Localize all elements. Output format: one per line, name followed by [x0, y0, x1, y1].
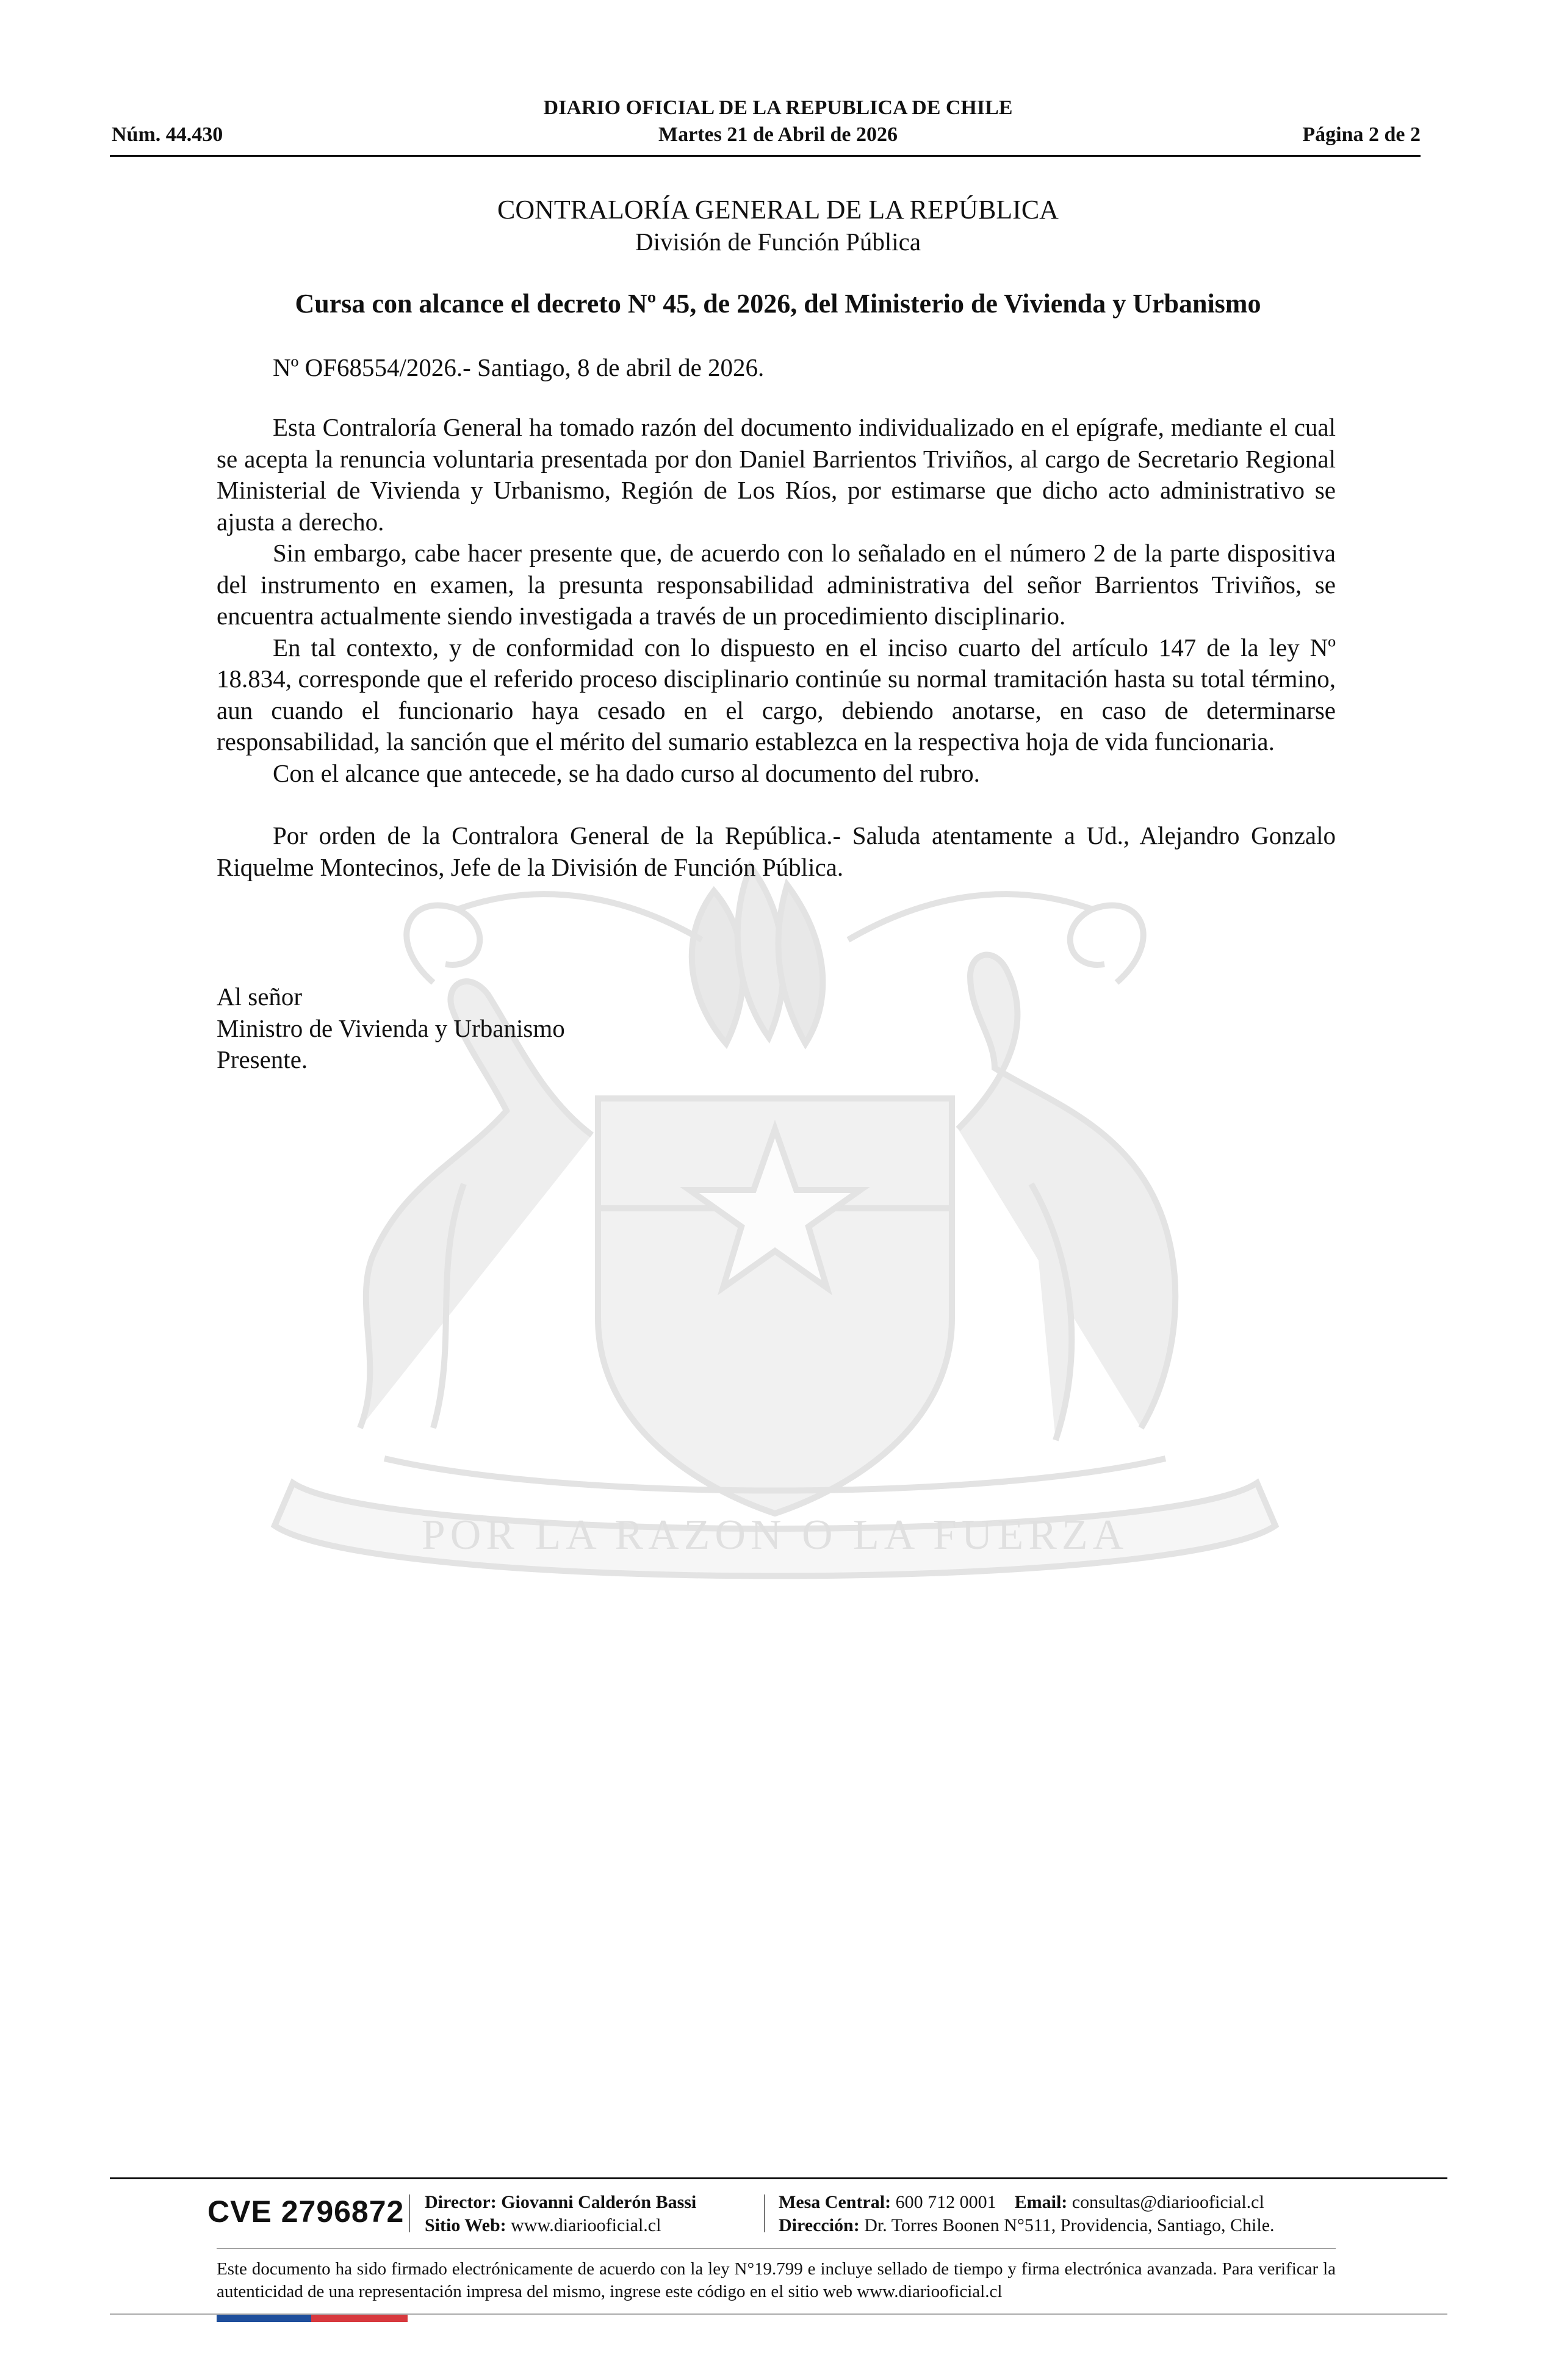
coat-of-arms-icon [201, 842, 1349, 1623]
body-paragraph: Esta Contraloría General ha tomado razón del documento individualizado en el epígrafe, mediante el cual se acepta la renuncia voluntaria presentada por don Daniel Barrientos Triviños, al cargo de Secretario Regional Ministerial de Vivienda y Urbanismo, Región de Los Ríos, por estimarse que dicho acto administrativo se ajusta a derecho. [217, 413, 1336, 536]
addressee-block [217, 981, 565, 1076]
gazette-title: DIARIO OFICIAL DE LA REPUBLICA DE CHILE [543, 96, 1013, 119]
body-paragraph: Con el alcance que antecede, se ha dado curso al documento del rubro. [273, 759, 980, 787]
website-link[interactable]: www.diariooficial.cl [511, 2215, 661, 2235]
footer-contact: Mesa Central: 600 712 0001 Email: consultas@diariooficial.cl [779, 2192, 1264, 2212]
institution-division: División de Función Pública [635, 228, 921, 256]
footer-director: Director: Giovanni Calderón Bassi [425, 2192, 697, 2212]
header-divider [110, 155, 1421, 157]
footer-separator [764, 2194, 765, 2232]
body-paragraph: En tal contexto, y de conformidad con lo dispuesto en el inciso cuarto del artículo 147 de la ley Nº 18.834, corresponde que el referido proceso disciplinario continúe su normal tramitación hasta su total término, aun cuando el funcionario haya cesado en el cargo, debiendo anotarse, en caso de determinarse responsabilidad, la sanción que el mérito del sumario establezca en la respectiva hoja de vida funcionaria. [217, 633, 1336, 755]
addressee-title: Ministro de Vivienda y Urbanismo [217, 1014, 565, 1042]
footer-address: Dirección: Dr. Torres Boonen N°511, Providencia, Santiago, Chile. [779, 2215, 1275, 2235]
document-reference: Nº OF68554/2026.- Santiago, 8 de abril de 2026. [273, 353, 765, 381]
cve-code: CVE 2796872 [207, 2194, 405, 2229]
issue-date: Martes 21 de Abril de 2026 [658, 123, 898, 146]
addressee-salutation: Al señor [217, 983, 303, 1011]
institution-name: CONTRALORÍA GENERAL DE LA REPÚBLICA [497, 195, 1059, 225]
seal-motto: POR LA RAZON O LA FUERZA [421, 1512, 1129, 1559]
footer-divider [110, 2177, 1447, 2179]
footer-website: Sitio Web: www.diariooficial.cl [425, 2215, 661, 2235]
addressee-closing: Presente. [217, 1045, 308, 1073]
document-subject: Cursa con alcance el decreto Nº 45, de 2026, del Ministerio de Vivienda y Urbanismo [295, 289, 1261, 319]
flag-bar-blue [217, 2315, 311, 2322]
footer-separator [409, 2194, 410, 2232]
signature-paragraph: Por orden de la Contralora General de la República.- Saluda atentamente a Ud., Alejandro Gonzalo Riquelme Montecinos, Jefe de la División de Función Pública. [217, 821, 1336, 881]
footer-inner-divider [217, 2248, 1336, 2249]
issue-number: Núm. 44.430 [112, 123, 223, 146]
flag-bar-red [311, 2315, 408, 2322]
page-indicator: Página 2 de 2 [1302, 123, 1421, 146]
document-body [217, 412, 1336, 883]
email-link[interactable]: consultas@diariooficial.cl [1072, 2192, 1264, 2212]
electronic-signature-notice: Este documento ha sido firmado electrónicamente de acuerdo con la ley N°19.799 e incluye sellado de tiempo y firma electrónica avanzada. Para verificar la autenticidad de una representación impresa del mismo, ingrese este código en el sitio web www.diariooficial.cl [217, 2259, 1336, 2301]
body-paragraph: Sin embargo, cabe hacer presente que, de acuerdo con lo señalado en el número 2 de la parte dispositiva del instrumento en examen, la presunta responsabilidad administrativa del señor Barrientos Triviños, se encuentra actualmente siendo investigada a través de un procedimiento disciplinario. [217, 539, 1336, 630]
